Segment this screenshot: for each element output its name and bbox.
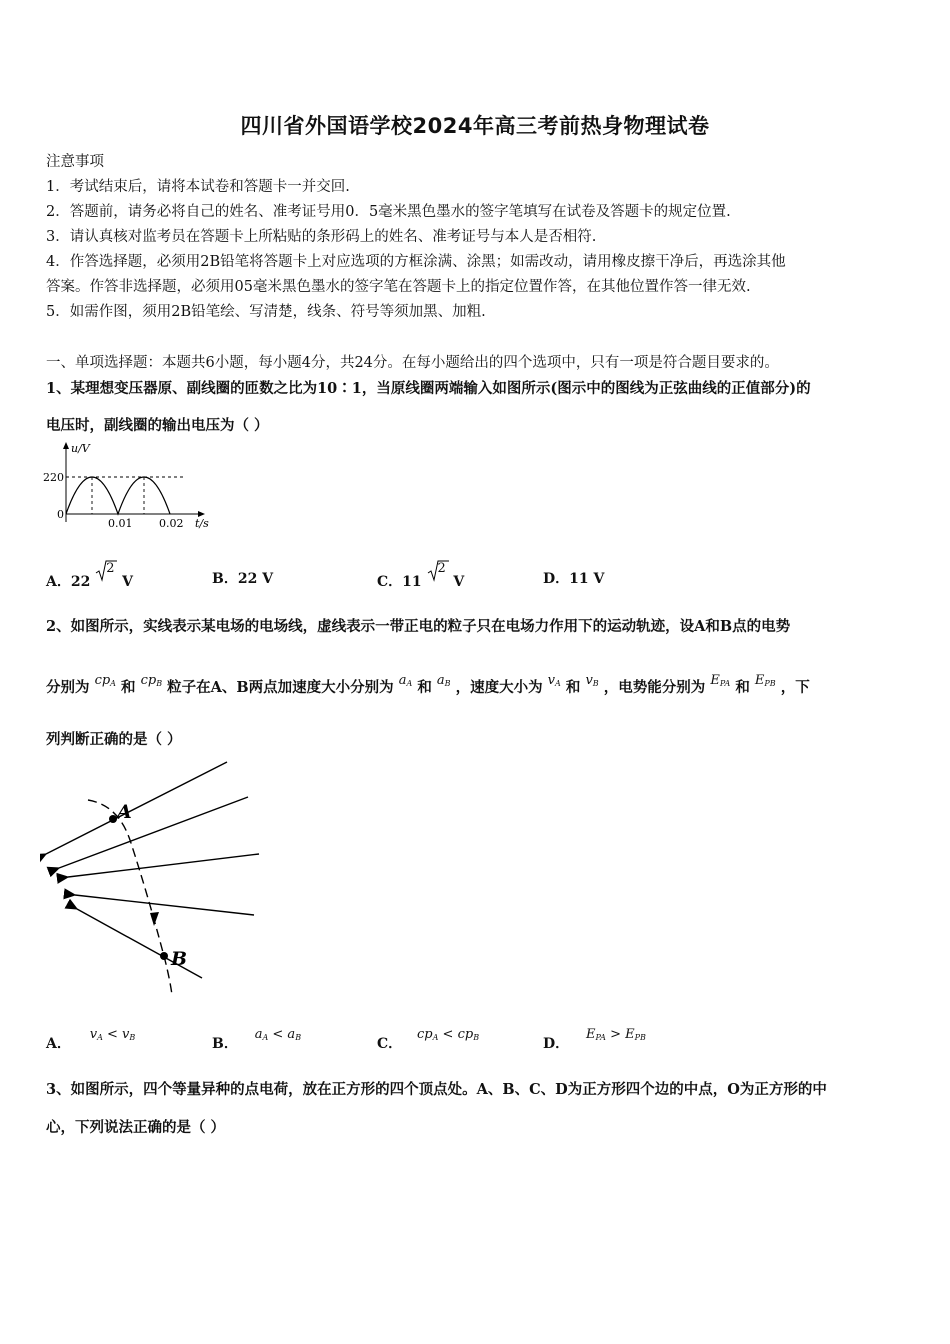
notice-item: 4．作答选择题，必须用2B铅笔将答题卡上对应选项的方框涂满、涂黑；如需改动，请用橡皮擦干净后，再选涂其他: [46, 254, 786, 270]
field-line: [68, 854, 259, 877]
point-a-label: A: [117, 801, 132, 823]
point-b-label: B: [171, 948, 188, 970]
text-run: 和: [121, 679, 136, 696]
question-1-line2: 电压时，副线圈的输出电压为（ ）: [46, 417, 269, 434]
notice-item: 1．考试结束后，请将本试卷和答题卡一并交回.: [46, 179, 350, 195]
symbol-vB: $v_B$: [585, 673, 599, 688]
sqrt-icon: [427, 561, 449, 582]
question-1-line1: 1、某理想变压器原、副线圈的匝数之比为10∶1，当原线圈两端输入如图所示(图示中的图线为正弦曲线的正值部分)的: [46, 380, 811, 397]
text-run: ，下: [780, 679, 810, 696]
y-axis-label: u/V: [71, 442, 90, 455]
question-2-line3: 列判断正确的是（ ）: [46, 731, 182, 748]
q1-option-d[interactable]: [543, 568, 604, 588]
notice-heading: 注意事项: [46, 154, 104, 170]
q2-option-c[interactable]: [377, 1027, 480, 1053]
rectified-sine-curve: [66, 477, 170, 514]
q2-option-a-expr: $v_A < v_B$: [89, 1027, 136, 1042]
origin-label: 0: [57, 508, 64, 521]
notice-item: 3．请认真核对监考员在答题卡上所粘贴的条形码上的姓名、准考证号与本人是否相符.: [46, 229, 597, 245]
q1-option-a-label: A．22: [46, 574, 91, 590]
symbol-cpB: $cp_B$: [140, 673, 163, 688]
trajectory-arrow: [150, 912, 159, 926]
q1-option-d-label: D．11 V: [543, 571, 605, 587]
text-run: ，速度大小为: [455, 679, 543, 696]
field-line: [46, 762, 227, 854]
notice-item: 答案。作答非选择题，必须用05毫米黑色墨水的签字笔在答题卡上的指定位置作答，在其他位置作答一律无效.: [46, 279, 751, 295]
q2-option-c-label: C．: [377, 1036, 403, 1052]
point-a-dot: [109, 815, 117, 823]
question-2-line1: 2、如图所示，实线表示某电场的电场线，虚线表示一带正电的粒子只在电场力作用下的运动轨迹，设A和B点的电势: [46, 618, 791, 635]
section-heading: 一、单项选择题：本题共6小题，每小题4分，共24分。在每小题给出的四个选项中，只有一项是符合题目要求的。: [46, 355, 779, 371]
notice-section: [46, 150, 912, 325]
q1-option-a[interactable]: [46, 561, 133, 591]
q2-option-a[interactable]: [46, 1027, 136, 1053]
q2-option-b-label: B．: [212, 1036, 238, 1052]
text-run: ，电势能分别为: [603, 679, 706, 696]
x-tick-label: 0.02: [159, 517, 184, 530]
x-tick-label: 0.01: [108, 517, 133, 530]
q2-option-d[interactable]: [543, 1027, 646, 1053]
question-3-line2: 心，下列说法正确的是（ ）: [46, 1119, 226, 1136]
voltage-graph: [40, 438, 220, 538]
x-axis-label: t/s: [195, 517, 209, 530]
q1-option-b-label: B．22 V: [212, 571, 274, 587]
question-2-line2: [46, 673, 912, 697]
symbol-vA: $v_A$: [547, 673, 561, 688]
q2-option-b[interactable]: [212, 1027, 302, 1053]
symbol-EPB: $E_{PB}$: [754, 673, 776, 688]
electric-field-figure: [40, 755, 270, 1000]
y-tick-label: 220: [43, 471, 64, 484]
q2-option-c-expr: $cp_A < cp_B$: [417, 1027, 480, 1042]
symbol-EPA: $E_{PA}$: [710, 673, 731, 688]
q2-option-d-expr: $E_{PA} > E_{PB}$: [586, 1027, 646, 1042]
page-title: 四川省外国语学校2024年高三考前热身物理试卷: [240, 114, 710, 138]
point-b-dot: [160, 952, 168, 960]
q1-option-b[interactable]: [212, 568, 273, 588]
notice-item: 2．答题前，请务必将自己的姓名、准考证号用0．5毫米黑色墨水的签字笔填写在试卷及答题卡的规定位置.: [46, 204, 731, 220]
radicand: 2: [437, 561, 446, 576]
radicand: 2: [106, 561, 115, 576]
symbol-aB: $a_B$: [436, 673, 451, 688]
y-axis-arrow: [63, 442, 69, 449]
text-run: 和: [735, 679, 750, 696]
notice-item: 5．如需作图，须用2B铅笔绘、写清楚，线条、符号等须加黑、加粗.: [46, 304, 486, 320]
q1-option-c-unit: V: [453, 574, 465, 590]
text-run: 和: [565, 679, 581, 696]
q2-option-b-expr: $a_A < a_B$: [254, 1027, 302, 1042]
question-3-line1: 3、如图所示，四个等量异种的点电荷，放在正方形的四个顶点处。A、B、C、D为正方形四个边的中点，O为正方形的中: [46, 1081, 827, 1098]
symbol-cpA: $cp_A$: [94, 673, 116, 688]
q1-option-c[interactable]: [377, 561, 465, 591]
field-line: [75, 895, 254, 915]
q2-option-d-label: D．: [543, 1036, 570, 1052]
q1-option-a-unit: V: [122, 574, 133, 590]
q2-option-a-label: A．: [46, 1036, 71, 1052]
text-run: 分别为: [46, 679, 90, 696]
sqrt-icon: [95, 561, 117, 582]
text-run: 粒子在A、B两点加速度大小分别为: [167, 679, 394, 696]
symbol-aA: $a_A$: [398, 673, 413, 688]
text-run: 和: [417, 679, 432, 696]
q1-option-c-label: C．11: [377, 574, 422, 590]
